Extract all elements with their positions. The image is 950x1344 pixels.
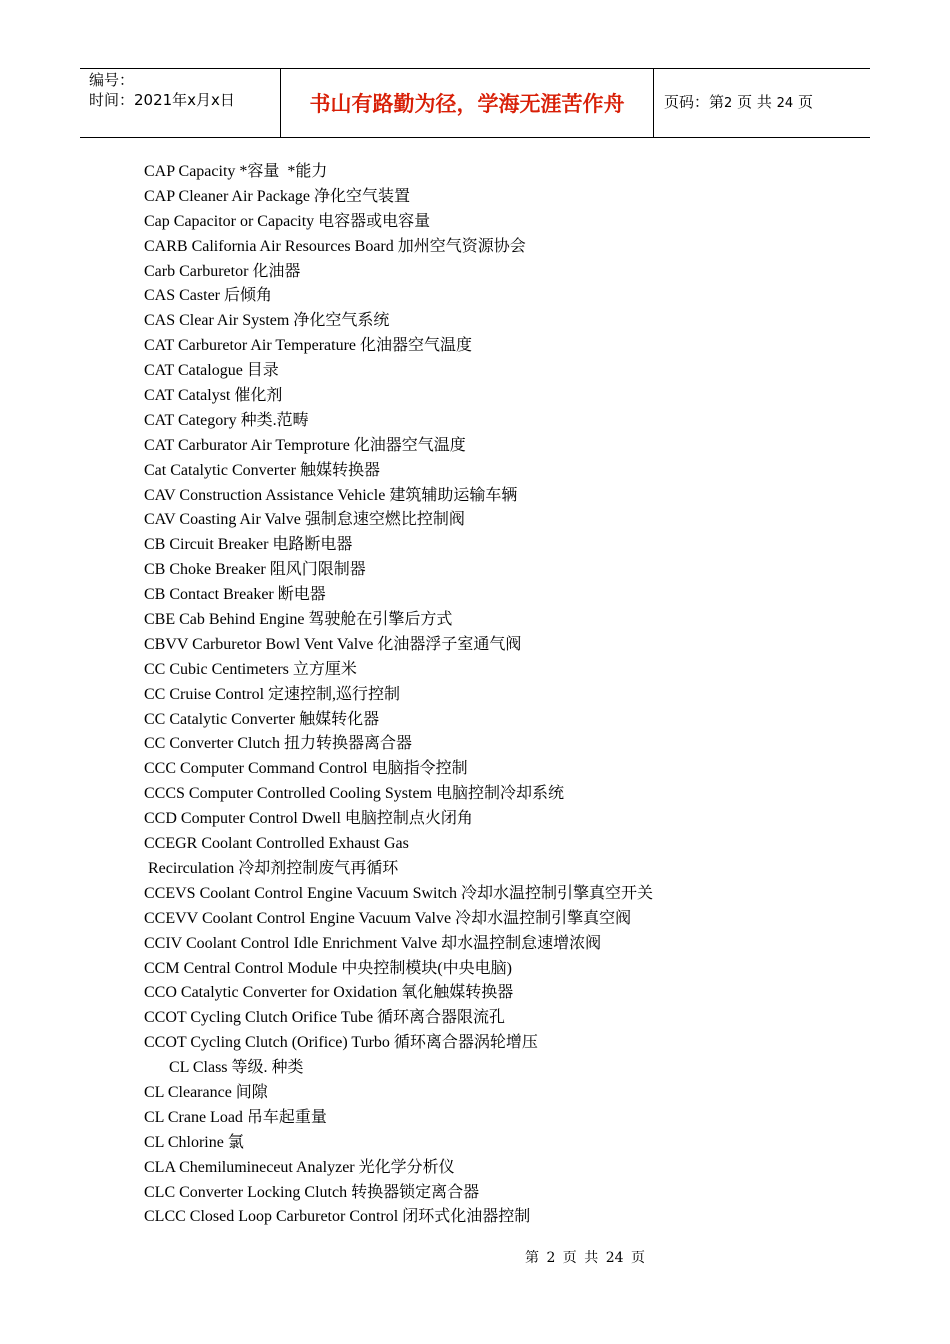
glossary-entry: CL Chlorine 氯 [144,1133,244,1151]
glossary-entry: CAS Caster 后倾角 [144,287,273,305]
header-page-cell [654,69,870,137]
glossary-entry: CAV Coasting Air Valve 强制怠速空燃比控制阀 [144,511,465,529]
glossary-entry: CCIV Coolant Control Idle Enrichment Valve 却水温控制怠速增浓阀 [144,934,602,952]
glossary-entry: CBE Cab Behind Engine 驾驶舱在引擎后方式 [144,611,453,629]
glossary-entry: CB Choke Breaker 阻风门限制器 [144,561,366,579]
glossary-entry: Cat Catalytic Converter 触媒转换器 [144,461,380,479]
glossary-entry: CAT Carburetor Air Temperature 化油器空气温度 [144,337,473,355]
glossary-entry: CC Cruise Control 定速控制,巡行控制 [144,685,401,703]
page-header [80,68,870,138]
glossary-entry: CAP Capacity *容量 *能力 [144,163,328,180]
page-footer [0,1247,950,1267]
header-meta-cell [80,69,281,137]
glossary-entry: CLC Converter Locking Clutch 转换器锁定离合器 [144,1183,480,1201]
glossary-entry: CCOT Cycling Clutch (Orifice) Turbo 循环离合器涡轮增压 [144,1034,538,1052]
glossary-entry: CAP Cleaner Air Package 净化空气装置 [144,187,411,205]
glossary-entry: Cap Capacitor or Capacity 电容器或电容量 [144,212,431,230]
glossary-entry: Carb Carburetor 化油器 [144,262,301,280]
glossary-entry: CCO Catalytic Converter for Oxidation 氧化触媒转换器 [144,984,514,1002]
glossary-entry: CLCC Closed Loop Carburetor Control 闭环式化油器控制 [144,1208,531,1226]
glossary-entry: CAV Construction Assistance Vehicle 建筑辅助运输车辆 [144,486,518,504]
glossary-entry: CAT Catalogue 目录 [144,362,279,380]
serial-label: 编号： [89,71,135,89]
page-total: 24 [776,96,794,111]
glossary-entry: CAS Clear Air System 净化空气系统 [144,312,390,330]
glossary-entry: CAT Catalyst 催化剂 [144,387,283,405]
glossary-entry: CLA Chemilumineceut Analyzer 光化学分析仪 [144,1158,455,1176]
glossary-entry: CARB California Air Resources Board 加州空气资源协会 [144,237,526,255]
glossary-entry: CAT Category 种类.范畴 [144,411,309,429]
glossary-entry: CC Cubic Centimeters 立方厘米 [144,660,357,678]
glossary-entry: CL Clearance 间隙 [144,1083,268,1101]
glossary-entry: CCEVS Coolant Control Engine Vacuum Switch 冷却水温控制引擎真空开关 [144,884,654,902]
glossary-entry: CCC Computer Command Control 电脑指令控制 [144,760,468,778]
page-number [664,93,813,113]
glossary-entry: CCEVV Coolant Control Engine Vacuum Valve 冷却水温控制引擎真空阀 [144,909,632,927]
glossary-entry: CCCS Computer Controlled Cooling System 电脑控制冷却系统 [144,785,565,803]
glossary-entry: CC Converter Clutch 扭力转换器离合器 [144,735,412,753]
footer-page-number: 第 2 页 共 24 页 [525,1250,645,1266]
glossary-entry: CB Contact Breaker 断电器 [144,586,326,604]
header-motto-cell [281,69,654,137]
glossary-entry: CL Class 等级. 种类 [169,1059,304,1077]
page-end: 页 [797,93,813,111]
glossary-list [144,160,864,1230]
glossary-entry: CCD Computer Control Dwell 电脑控制点火闭角 [144,810,473,828]
glossary-entry: CCM Central Control Module 中央控制模块(中央电脑) [144,959,512,977]
glossary-entry: CB Circuit Breaker 电路断电器 [144,536,353,554]
time-label: 时间：2021年x月x日 [89,91,235,109]
page-current: 2 [724,96,733,111]
page-mid: 页 共 [737,93,772,111]
page-label: 页码：第 [664,93,725,111]
glossary-entry: CL Crane Load 吊车起重量 [144,1108,327,1126]
glossary-entry: CC Catalytic Converter 触媒转化器 [144,710,380,728]
glossary-entry: CCOT Cycling Clutch Orifice Tube 循环离合器限流孔 [144,1009,506,1027]
glossary-entry: CCEGR Coolant Controlled Exhaust Gas [144,835,409,853]
glossary-entry: Recirculation 冷却剂控制废气再循环 [148,859,399,877]
motto: 书山有路勤为径，学海无涯苦作舟 [309,92,625,116]
glossary-entry: CBVV Carburetor Bowl Vent Valve 化油器浮子室通气阀 [144,635,522,653]
glossary-entry: CAT Carburator Air Temproture 化油器空气温度 [144,436,466,454]
